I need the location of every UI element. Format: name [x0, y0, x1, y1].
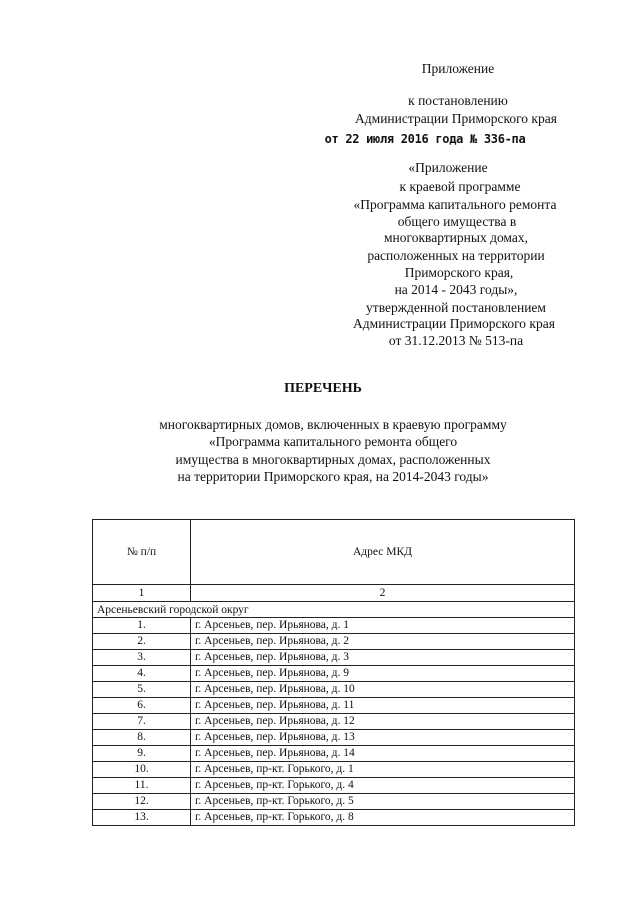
- table-row: [93, 714, 575, 730]
- title-line: на территории Приморского края, на 2014-2043 годы»: [177, 469, 489, 484]
- title-line: многоквартирных домов, включенных в краевую программу: [159, 417, 507, 432]
- table-header-row: [93, 520, 575, 585]
- table-body: [93, 618, 575, 826]
- original-appendix-line: от 31.12.2013 № 513-па: [388, 333, 524, 348]
- row-address: г. Арсеньев, пер. Ирьянова, д. 3: [191, 650, 575, 666]
- column-index: 1: [93, 585, 191, 602]
- title-line: «Программа капитального ремонта общего: [208, 434, 458, 449]
- original-appendix-line: Приморского края,: [404, 265, 514, 280]
- row-number: 10.: [93, 762, 191, 778]
- original-appendix-line: «Программа капитального ремонта: [353, 197, 557, 212]
- table-row: [93, 746, 575, 762]
- original-appendix-line: к краевой программе: [399, 179, 521, 194]
- original-appendix-line: утвержденной постановлением: [366, 300, 546, 315]
- row-number: 6.: [93, 698, 191, 714]
- row-address: г. Арсеньев, пер. Ирьянова, д. 13: [191, 730, 575, 746]
- table-row: [93, 618, 575, 634]
- table-row: [93, 778, 575, 794]
- title-line: имущества в многоквартирных домах, расположенных: [175, 452, 491, 467]
- row-number: 13.: [93, 810, 191, 826]
- original-appendix-line: на 2014 - 2043 годы»,: [394, 282, 518, 297]
- original-appendix-line: «Приложение: [408, 160, 488, 175]
- row-address: г. Арсеньев, пр-кт. Горького, д. 4: [191, 778, 575, 794]
- row-number: 11.: [93, 778, 191, 794]
- row-number: 2.: [93, 634, 191, 650]
- row-number: 12.: [93, 794, 191, 810]
- row-address: г. Арсеньев, пер. Ирьянова, д. 10: [191, 682, 575, 698]
- table-row: [93, 698, 575, 714]
- table-row: [93, 730, 575, 746]
- original-appendix-line: расположенных на территории: [367, 248, 545, 263]
- row-number: 9.: [93, 746, 191, 762]
- row-address: г. Арсеньев, пер. Ирьянова, д. 11: [191, 698, 575, 714]
- row-number: 8.: [93, 730, 191, 746]
- table-row: [93, 762, 575, 778]
- original-appendix-line: многоквартирных домах,: [383, 230, 529, 245]
- table-row: [93, 810, 575, 826]
- resolution-date-stamp: от 22 июля 2016 года № 336-па: [324, 132, 526, 146]
- row-address: г. Арсеньев, пер. Ирьянова, д. 14: [191, 746, 575, 762]
- row-number: 5.: [93, 682, 191, 698]
- row-number: 7.: [93, 714, 191, 730]
- original-appendix-line: Администрации Приморского края: [353, 316, 555, 331]
- table-row: [93, 666, 575, 682]
- row-address: г. Арсеньев, пр-кт. Горького, д. 1: [191, 762, 575, 778]
- table-row: [93, 634, 575, 650]
- table-row: [93, 650, 575, 666]
- row-address: г. Арсеньев, пер. Ирьянова, д. 12: [191, 714, 575, 730]
- title-heading: ПЕРЕЧЕНЬ: [284, 381, 362, 396]
- row-address: г. Арсеньев, пер. Ирьянова, д. 9: [191, 666, 575, 682]
- mkd-table: [92, 519, 575, 826]
- appendix-label: Приложение: [421, 61, 495, 76]
- row-address: г. Арсеньев, пр-кт. Горького, д. 5: [191, 794, 575, 810]
- column-header-number: № п/п: [93, 520, 191, 585]
- row-number: 3.: [93, 650, 191, 666]
- column-header-address: Адрес МКД: [191, 520, 575, 585]
- column-index: 2: [191, 585, 575, 602]
- row-address: г. Арсеньев, пер. Ирьянова, д. 1: [191, 618, 575, 634]
- row-number: 4.: [93, 666, 191, 682]
- column-index-row: [93, 585, 575, 602]
- administration-label: Администрации Приморского края: [355, 111, 557, 126]
- row-address: г. Арсеньев, пр-кт. Горького, д. 8: [191, 810, 575, 826]
- group-row: [93, 602, 575, 618]
- row-address: г. Арсеньев, пер. Ирьянова, д. 2: [191, 634, 575, 650]
- table-row: [93, 682, 575, 698]
- table-row: [93, 794, 575, 810]
- group-name: Арсеньевский городской округ: [93, 602, 575, 618]
- row-number: 1.: [93, 618, 191, 634]
- original-appendix-line: общего имущества в: [397, 214, 517, 229]
- to-resolution-label: к постановлению: [408, 93, 508, 108]
